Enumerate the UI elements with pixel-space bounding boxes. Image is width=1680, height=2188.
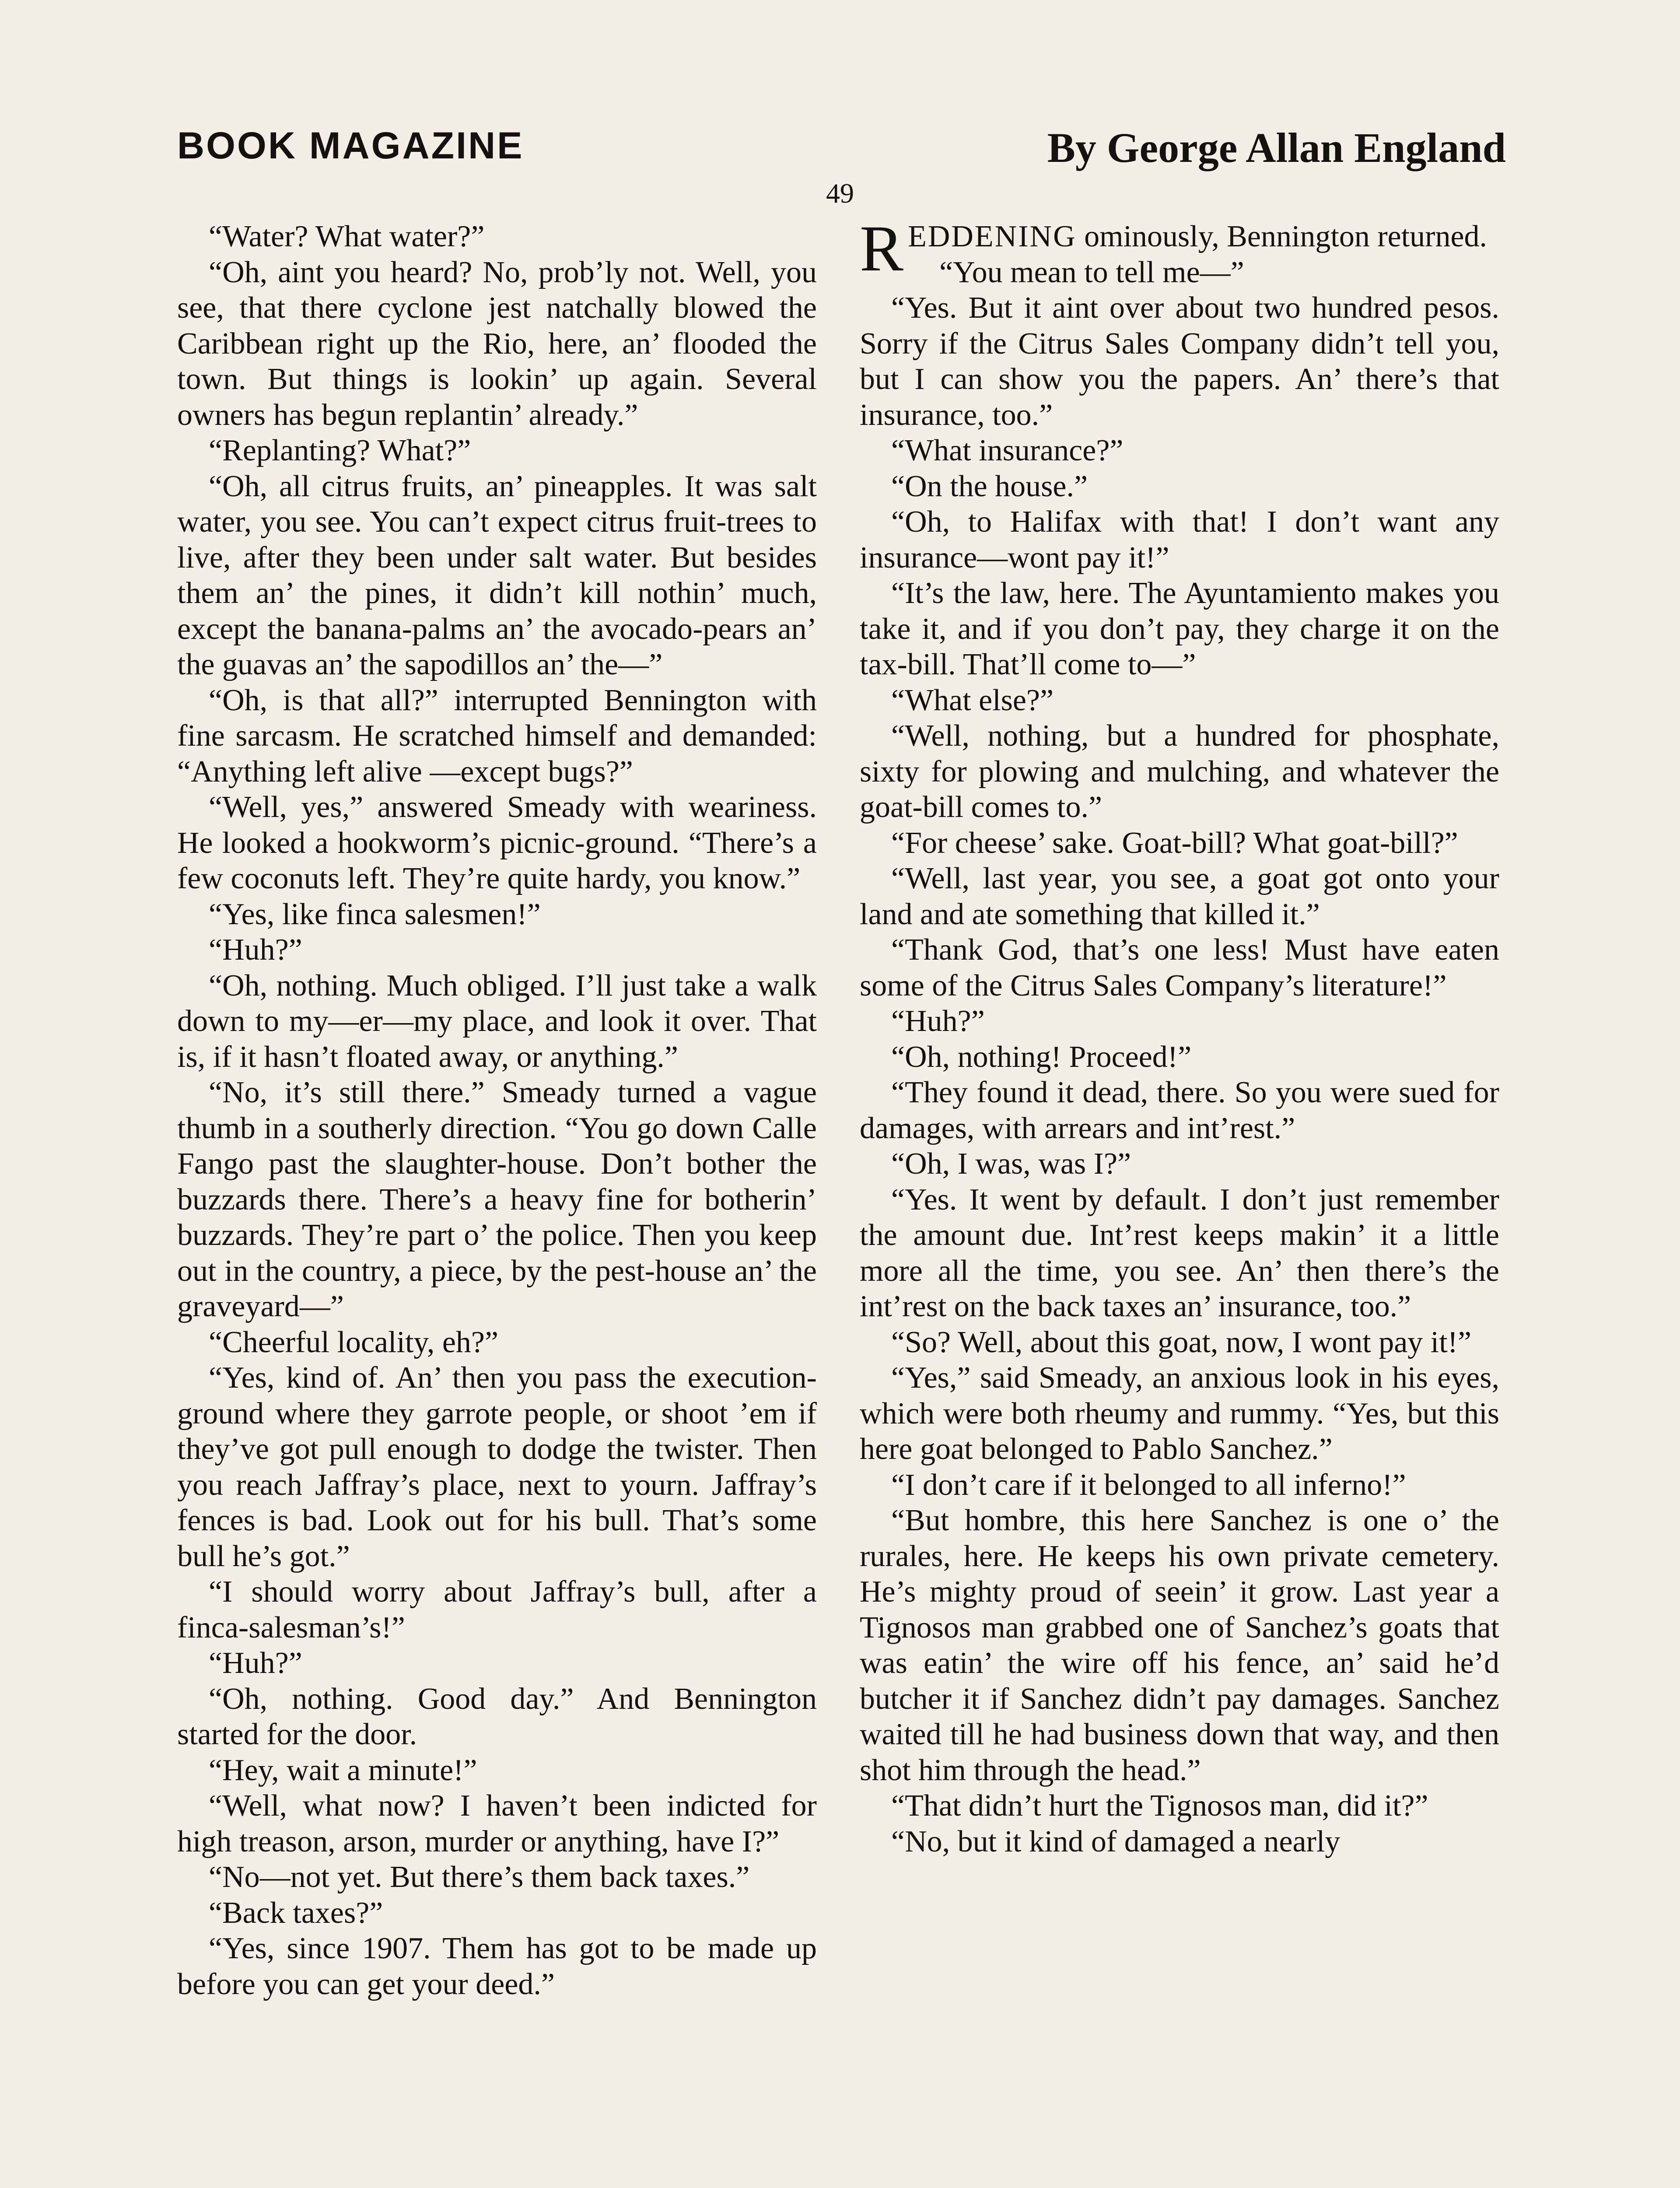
paragraph: “I don’t care if it belonged to all inferno!” — [891, 1468, 1406, 1502]
opening-smallcaps: EDDENING — [908, 220, 1077, 253]
paragraph: “You mean to tell me—” — [939, 255, 1244, 289]
paragraph: “Huh?” — [209, 1646, 302, 1680]
paragraph: “Yes, kind of. An’ then you pass the execution-ground where they garrote people, or shoot ’em if they’ve got pull enough to dodge the twister. Then you reach Jaffray’s place, next to yourn. Jaffray’s fences is bad. Look out for his bull. That’s some bull he’s got.” — [177, 1361, 817, 1573]
paragraph: “Yes. But it aint over about two hundred pesos. Sorry if the Citrus Sales Company didn’t tell you, but I can show you the papers. An’ there’s that insurance, too.” — [860, 291, 1499, 432]
paragraph: “Oh, nothing. Much obliged. I’ll just take a walk down to my—er—my place, and look it over. That is, if it hasn’t floated away, or anything.” — [177, 968, 817, 1074]
paragraph: “It’s the law, here. The Ayuntamiento makes you take it, and if you don’t pay, they charge it on the tax-bill. That’ll come to—” — [860, 576, 1499, 681]
paragraph: “On the house.” — [891, 469, 1088, 503]
paragraph: “Thank God, that’s one less! Must have eaten some of the Citrus Sales Company’s literature!” — [860, 933, 1499, 1003]
paragraph: “But hombre, this here Sanchez is one o’ the rurales, here. He keeps his own private cemetery. He’s mighty proud of seein’ it grow. Last year a Tignosos man grabbed one of Sanchez’s goats that was eatin’ the wire off his fence, an’ said he’d butcher it if Sanchez didn’t pay damages. Sanchez waited till he had business down that way, and then shot him through the head.” — [860, 1504, 1499, 1787]
paragraph: “What insurance?” — [891, 434, 1124, 467]
paragraph: “Well, yes,” answered Smeady with weariness. He looked a hookworm’s picnic-ground. “There’s a few coconuts left. They’re quite hardy, you know.” — [177, 790, 817, 895]
paragraph: “Well, what now? I haven’t been indicted for high treason, arson, murder or anything, have I?” — [177, 1789, 817, 1858]
paragraph: “Well, nothing, but a hundred for phosphate, sixty for plowing and mulching, and whatever the goat-bill comes to.” — [860, 719, 1499, 824]
paragraph: “Hey, wait a minute!” — [209, 1753, 477, 1787]
drop-cap: R — [860, 212, 904, 285]
paragraph: “So? Well, about this goat, now, I wont pay it!” — [891, 1325, 1472, 1359]
paragraph: “Oh, is that all?” interrupted Bennington with fine sarcasm. He scratched himself and demanded: “Anything left alive —except bugs?” — [177, 683, 817, 789]
running-head-left: BOOK MAGAZINE — [177, 125, 524, 167]
left-column — [177, 219, 817, 2002]
paragraph: “Water? What water?” — [209, 220, 485, 253]
right-column — [860, 212, 1499, 1859]
paragraph: “No, but it kind of damaged a nearly — [891, 1824, 1340, 1858]
paragraph: “Yes, since 1907. Them has got to be made up before you can get your deed.” — [177, 1932, 817, 2001]
paragraph: “Oh, to Halifax with that! I don’t want any insurance—wont pay it!” — [860, 505, 1499, 575]
running-head-right: By George Allan England — [1047, 124, 1506, 171]
paragraph: “I should worry about Jaffray’s bull, after a finca-salesman’s!” — [177, 1575, 817, 1645]
paragraph: “Oh, all citrus fruits, an’ pineapples. It was salt water, you see. You can’t expect citrus fruit-trees to live, after they been under salt water. But besides them an’ the pines, it didn’t kill nothin’ much, except the banana-palms an’ the avocado-pears an’ the guavas an’ the sapodillos an’ the—” — [177, 469, 817, 681]
paragraph: “Huh?” — [209, 933, 302, 967]
paragraph: “What else?” — [891, 683, 1054, 717]
paragraph: “No—not yet. But there’s them back taxes.” — [209, 1860, 750, 1894]
paragraph: “They found it dead, there. So you were sued for damages, with arrears and int’rest.” — [860, 1076, 1499, 1145]
page-number: 49 — [826, 178, 854, 209]
paragraph: “Oh, aint you heard? No, prob’ly not. Well, you see, that there cyclone jest natchally blowed the Caribbean right up the Rio, here, an’ flooded the town. But things is lookin’ up again. Several owners has begun replantin’ already.” — [177, 255, 817, 432]
paragraph: “Oh, nothing. Good day.” And Bennington started for the door. — [177, 1682, 817, 1751]
paragraph: “Cheerful locality, eh?” — [209, 1325, 499, 1359]
paragraph: “Oh, nothing! Proceed!” — [891, 1040, 1192, 1074]
paragraph: “Yes,” said Smeady, an anxious look in his eyes, which were both rheumy and rummy. “Yes, but this here goat belonged to Pablo Sanchez.” — [860, 1361, 1499, 1466]
paragraph: “Well, last year, you see, a goat got onto your land and ate something that killed it.” — [860, 862, 1499, 931]
opening-text: ominously, Bennington returned. — [1076, 220, 1488, 253]
paragraph: “Yes. It went by default. I don’t just remember the amount due. Int’rest keeps makin’ it a little more all the time, you see. An’ then there’s the int’rest on the back taxes an’ insurance, too.” — [860, 1182, 1499, 1323]
paragraph: “That didn’t hurt the Tignosos man, did it?” — [891, 1789, 1428, 1823]
paragraph: “For cheese’ sake. Goat-bill? What goat-bill?” — [891, 826, 1458, 860]
paragraph: “Oh, I was, was I?” — [891, 1147, 1131, 1181]
paragraph: “Huh?” — [891, 1004, 985, 1038]
paragraph: “Back taxes?” — [209, 1896, 383, 1930]
paragraph: “Yes, like finca salesmen!” — [209, 897, 541, 931]
paragraph: “Replanting? What?” — [209, 434, 471, 467]
paragraph: “No, it’s still there.” Smeady turned a vague thumb in a southerly direction. “You go down Calle Fango past the slaughter-house. Don’t bother the buzzards there. There’s a heavy fine for botherin’ buzzards. They’re part o’ the police. Then you keep out in the country, a piece, by the pest-house an’ the graveyard—” — [177, 1076, 817, 1323]
